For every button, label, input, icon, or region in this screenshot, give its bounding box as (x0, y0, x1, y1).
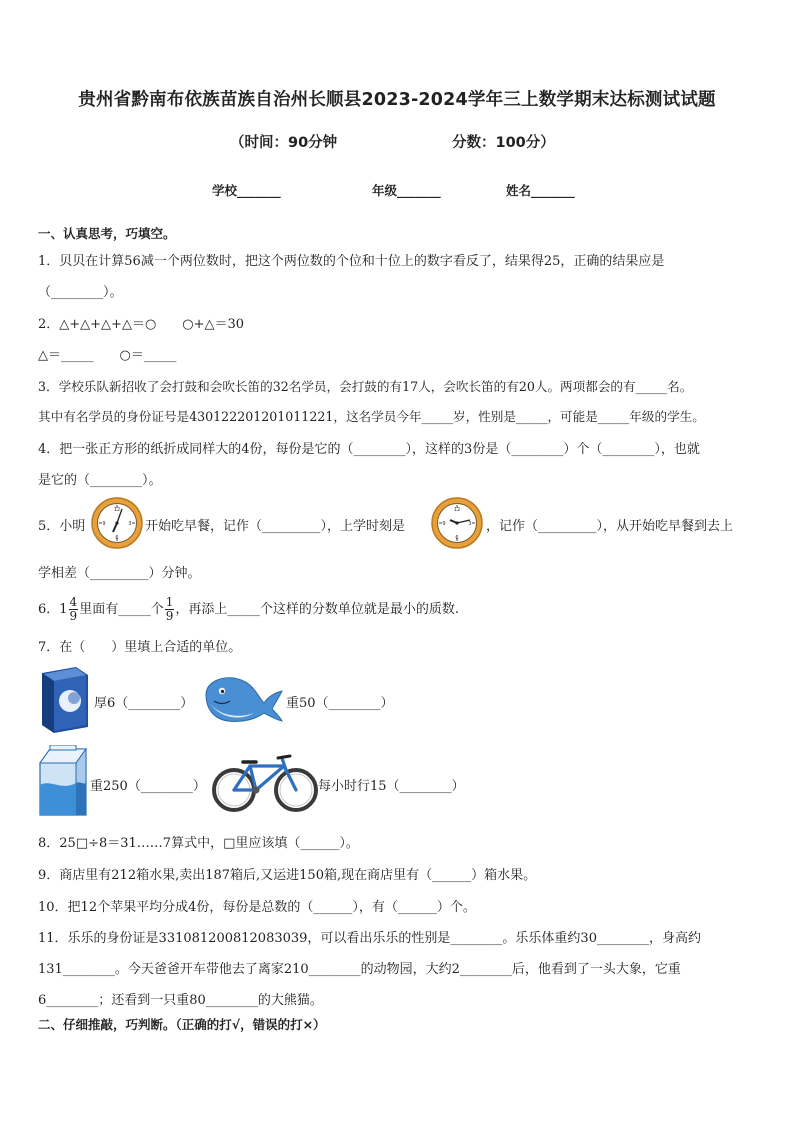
question-5-line-2: 学相差（_________）分钟。 (38, 566, 201, 581)
whale-icon (202, 673, 284, 723)
question-6-part-a: 6．1 (38, 602, 68, 617)
question-8: 8．25□÷8＝31……7算式中，□里应该填（______）。 (38, 836, 359, 851)
question-4-line-2: 是它的（________）。 (38, 473, 162, 488)
question-2-line-1: 2．△+△+△+△＝○ ○+△＝30 (38, 317, 245, 332)
svg-text:12: 12 (113, 507, 121, 513)
grade-field[interactable]: 年级_______ (372, 183, 441, 198)
question-9: 9．商店里有212箱水果,卖出187箱后,又运进150箱,现在商店里有（______）箱水果。 (38, 868, 537, 883)
section-heading-2: 二、仔细推敲，巧判断。（正确的打√，错误的打×） (38, 1017, 326, 1032)
svg-text:12: 12 (453, 507, 461, 513)
exam-score: 分数：100分） (452, 135, 555, 151)
question-3-line-1: 3．学校乐队新招收了会打鼓和会吹长笛的32名学员，会打鼓的有17人，会吹长笛的有20人。两项都会的有_____名。 (38, 379, 693, 394)
question-3-line-2: 其中有名学员的身份证号是430122201201011221，这名学员今年_____岁，性别是_____，可能是_____年级的学生。 (38, 409, 705, 424)
question-10: 10．把12个苹果平均分成4份，每份是总数的（______），有（______）个。 (38, 900, 476, 915)
clock-icon (430, 496, 484, 550)
clock-icon (90, 496, 144, 550)
exam-time: （时间：90分钟 (230, 135, 338, 151)
question-1-line-2: （________）。 (38, 285, 123, 300)
name-field[interactable]: 姓名_______ (506, 183, 575, 198)
svg-text:9: 9 (102, 521, 106, 527)
question-5-part-a: 5．小明 (38, 519, 86, 534)
section-heading-1: 一、认真思考，巧填空。 (38, 226, 176, 241)
fraction-denominator: 9 (165, 609, 174, 623)
question-7-milk: 重250（________） (90, 779, 206, 794)
fraction-numerator: 4 (69, 595, 78, 609)
question-5-part-c: ，记作（_________），从开始吃早餐到去上 (486, 519, 734, 534)
question-6 (38, 592, 459, 628)
question-11-line-2: 131________。今天爸爸开车带他去了离家210________的动物园，大约2________后，他看到了一头大象，它重 (38, 962, 681, 977)
question-6-part-c: ，再添上_____个这样的分数单位就是最小的质数. (175, 602, 459, 617)
svg-text:3: 3 (468, 521, 472, 527)
question-2-line-2: △＝_____ ○＝_____ (38, 348, 177, 363)
question-11-line-3: 6________；还看到一只重80________的大熊猫。 (38, 993, 323, 1008)
question-6-part-b: 里面有_____个 (79, 602, 164, 617)
fraction-numerator: 1 (165, 595, 174, 609)
milk-carton-icon (36, 745, 90, 817)
svg-text:3: 3 (128, 521, 132, 527)
question-7-line-1: 7．在（ ）里填上合适的单位。 (38, 640, 242, 655)
question-7-bike: 每小时行15（________） (318, 779, 465, 794)
page-title: 贵州省黔南布依族苗族自治州长顺县2023-2024学年三上数学期末达标测试试题 (78, 90, 716, 110)
question-1-line-1: 1．贝贝在计算56减一个两位数时，把这个两位数的个位和十位上的数字看反了，结果得25，正确的结果应是 (38, 254, 665, 269)
book-icon (36, 665, 92, 733)
question-7-book: 厚6（________） (94, 696, 194, 711)
fraction-one-ninth (165, 596, 175, 623)
svg-text:9: 9 (442, 521, 446, 527)
svg-text:6: 6 (115, 535, 119, 541)
question-7-whale: 重50（________） (286, 696, 394, 711)
question-11-line-1: 11．乐乐的身份证是331081200812083039，可以看出乐乐的性别是________。乐乐体重约30________，身高约 (38, 931, 701, 946)
school-field[interactable]: 学校_______ (212, 183, 281, 198)
question-5-part-b: 开始吃早餐，记作（_________），上学时刻是 (145, 519, 406, 534)
svg-text:6: 6 (455, 535, 459, 541)
fraction-denominator: 9 (69, 609, 78, 623)
bicycle-icon (210, 752, 320, 814)
fraction-four-ninths (69, 596, 79, 623)
question-4-line-1: 4．把一张正方形的纸折成同样大的4份，每份是它的（________），这样的3份是（________）个（________），也就 (38, 442, 700, 457)
